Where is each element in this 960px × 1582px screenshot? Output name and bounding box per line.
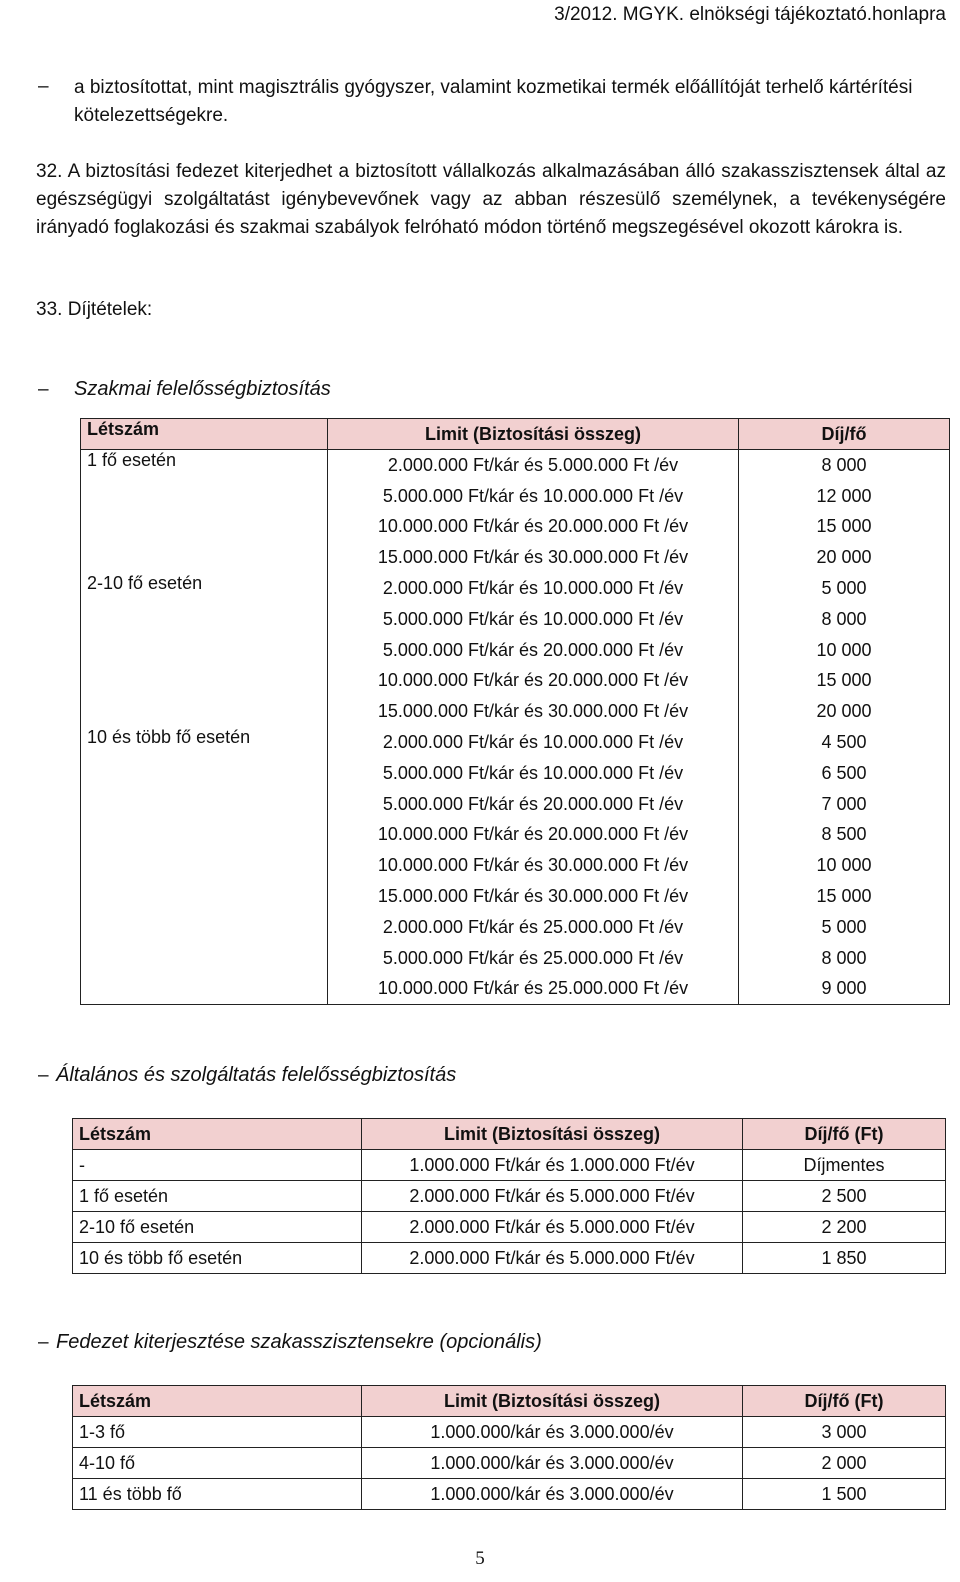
fee-cell: 5 000 xyxy=(739,573,950,604)
headcount-cell: 1-3 fő xyxy=(73,1417,362,1448)
table-row xyxy=(81,450,950,481)
headcount-cell: 4-10 fő xyxy=(73,1448,362,1479)
column-header: Díj/fő (Ft) xyxy=(743,1119,946,1150)
fee-cell: 10 000 xyxy=(739,635,950,666)
bullet-dash: – xyxy=(38,1065,49,1086)
limit-cell: 10.000.000 Ft/kár és 20.000.000 Ft /év xyxy=(328,820,739,851)
column-header: Létszám xyxy=(73,1119,362,1150)
limit-cell: 1.000.000/kár és 3.000.000/év xyxy=(362,1479,743,1510)
section-title-assistant-extension: Fedezet kiterjesztése szakasszisztensekre (opcionális) xyxy=(56,1331,542,1353)
headcount-cell: - xyxy=(73,1150,362,1181)
fee-cell: 12 000 xyxy=(739,481,950,512)
limit-cell: 15.000.000 Ft/kár és 30.000.000 Ft /év xyxy=(328,542,739,573)
fee-cell: 15 000 xyxy=(739,666,950,697)
table-row xyxy=(73,1448,946,1479)
table-row xyxy=(81,727,950,758)
fee-cell: 20 000 xyxy=(739,542,950,573)
fee-cell: 1 500 xyxy=(743,1479,946,1510)
limit-cell: 5.000.000 Ft/kár és 10.000.000 Ft /év xyxy=(328,481,739,512)
limit-cell: 2.000.000 Ft/kár és 5.000.000 Ft/év xyxy=(362,1181,743,1212)
fee-cell: 3 000 xyxy=(743,1417,946,1448)
general-liability-table xyxy=(72,1118,946,1274)
headcount-cell: 11 és több fő xyxy=(73,1479,362,1510)
limit-cell: 15.000.000 Ft/kár és 30.000.000 Ft /év xyxy=(328,696,739,727)
fee-cell: 15 000 xyxy=(739,881,950,912)
bullet-dash: – xyxy=(38,379,49,400)
limit-cell: 1.000.000/kár és 3.000.000/év xyxy=(362,1448,743,1479)
fee-cell: 8 000 xyxy=(739,604,950,635)
paragraph-33: 33. Díjtételek: xyxy=(36,299,153,320)
fee-cell: 10 000 xyxy=(739,850,950,881)
headcount-cell: 1 fő esetén xyxy=(81,450,328,574)
column-header: Létszám xyxy=(81,419,328,450)
column-header: Díj/fő xyxy=(739,419,950,450)
table-header-row xyxy=(81,419,950,450)
intro-bullet-text: a biztosítottat, mint magisztrális gyógyszer, valamint kozmetikai termék előállítóját terhelő kártérítési kötelezettségekre. xyxy=(74,77,913,126)
headcount-cell: 10 és több fő esetén xyxy=(81,727,328,1005)
headcount-cell: 1 fő esetén xyxy=(73,1181,362,1212)
fee-cell: 20 000 xyxy=(739,696,950,727)
column-header: Limit (Biztosítási összeg) xyxy=(362,1386,743,1417)
table-header-row xyxy=(73,1386,946,1417)
headcount-cell: 2-10 fő esetén xyxy=(73,1212,362,1243)
limit-cell: 1.000.000/kár és 3.000.000/év xyxy=(362,1417,743,1448)
bullet-dash: – xyxy=(38,1332,49,1353)
fee-cell: Díjmentes xyxy=(743,1150,946,1181)
table-row xyxy=(73,1212,946,1243)
limit-cell: 2.000.000 Ft/kár és 10.000.000 Ft /év xyxy=(328,573,739,604)
fee-cell: 4 500 xyxy=(739,727,950,758)
column-header: Díj/fő (Ft) xyxy=(743,1386,946,1417)
fee-cell: 8 000 xyxy=(739,450,950,481)
limit-cell: 10.000.000 Ft/kár és 20.000.000 Ft /év xyxy=(328,512,739,543)
fee-cell: 8 500 xyxy=(739,820,950,851)
fee-cell: 7 000 xyxy=(739,789,950,820)
headcount-cell: 2-10 fő esetén xyxy=(81,573,328,727)
fee-cell: 5 000 xyxy=(739,912,950,943)
limit-cell: 2.000.000 Ft/kár és 25.000.000 Ft /év xyxy=(328,912,739,943)
limit-cell: 2.000.000 Ft/kár és 10.000.000 Ft /év xyxy=(328,727,739,758)
limit-cell: 2.000.000 Ft/kár és 5.000.000 Ft/év xyxy=(362,1243,743,1274)
table-row xyxy=(73,1150,946,1181)
fee-cell: 2 000 xyxy=(743,1448,946,1479)
table-row xyxy=(81,573,950,604)
assistant-extension-table xyxy=(72,1385,946,1510)
limit-cell: 1.000.000 Ft/kár és 1.000.000 Ft/év xyxy=(362,1150,743,1181)
section-title-professional-liability: Szakmai felelősségbiztosítás xyxy=(74,378,331,400)
bullet-dash: – xyxy=(38,76,49,97)
page-number: 5 xyxy=(475,1548,485,1569)
limit-cell: 2.000.000 Ft/kár és 5.000.000 Ft/év xyxy=(362,1212,743,1243)
fee-cell: 15 000 xyxy=(739,512,950,543)
page-header-title: 3/2012. MGYK. elnökségi tájékoztató.honlapra xyxy=(554,4,946,25)
table-header-row xyxy=(73,1119,946,1150)
table-row xyxy=(73,1243,946,1274)
fee-cell: 2 200 xyxy=(743,1212,946,1243)
table-row xyxy=(73,1181,946,1212)
fee-cell: 2 500 xyxy=(743,1181,946,1212)
fee-cell: 9 000 xyxy=(739,974,950,1005)
fee-cell: 1 850 xyxy=(743,1243,946,1274)
table-row xyxy=(73,1479,946,1510)
column-header: Létszám xyxy=(73,1386,362,1417)
limit-cell: 10.000.000 Ft/kár és 25.000.000 Ft /év xyxy=(328,974,739,1005)
limit-cell: 2.000.000 Ft/kár és 5.000.000 Ft /év xyxy=(328,450,739,481)
limit-cell: 5.000.000 Ft/kár és 20.000.000 Ft /év xyxy=(328,635,739,666)
limit-cell: 5.000.000 Ft/kár és 10.000.000 Ft /év xyxy=(328,758,739,789)
column-header: Limit (Biztosítási összeg) xyxy=(328,419,739,450)
section-title-general-liability: Általános és szolgáltatás felelősségbiztosítás xyxy=(56,1064,457,1086)
limit-cell: 10.000.000 Ft/kár és 20.000.000 Ft /év xyxy=(328,666,739,697)
table-row xyxy=(73,1417,946,1448)
column-header: Limit (Biztosítási összeg) xyxy=(362,1119,743,1150)
professional-liability-table xyxy=(80,418,950,1005)
limit-cell: 10.000.000 Ft/kár és 30.000.000 Ft /év xyxy=(328,850,739,881)
limit-cell: 5.000.000 Ft/kár és 20.000.000 Ft /év xyxy=(328,789,739,820)
paragraph-32: 32. A biztosítási fedezet kiterjedhet a biztosított vállalkozás alkalmazásában álló szakasszisztensek által az egészségügyi szolgáltatást igénybevevőnek vagy az abban részesülő személynek, a tevékenységére irányadó foglakozási és szakmai szabályok felróható módon történő megszegésével okozott károkra is. xyxy=(36,161,946,238)
limit-cell: 5.000.000 Ft/kár és 10.000.000 Ft /év xyxy=(328,604,739,635)
fee-cell: 8 000 xyxy=(739,943,950,974)
limit-cell: 15.000.000 Ft/kár és 30.000.000 Ft /év xyxy=(328,881,739,912)
limit-cell: 5.000.000 Ft/kár és 25.000.000 Ft /év xyxy=(328,943,739,974)
fee-cell: 6 500 xyxy=(739,758,950,789)
headcount-cell: 10 és több fő esetén xyxy=(73,1243,362,1274)
